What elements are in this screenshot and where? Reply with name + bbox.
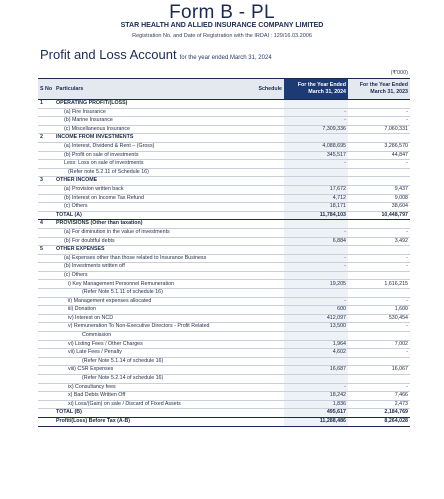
- row-previous-value: [348, 375, 410, 384]
- row-sno: [38, 203, 54, 212]
- row-particulars: INCOME FROM INVESTMENTS: [54, 134, 250, 143]
- row-particulars: (Refer Note 5.1.14 of schedule 16): [54, 357, 250, 366]
- row-schedule: [250, 271, 284, 280]
- row-particulars: iv) Interest on NCD: [54, 314, 250, 323]
- row-particulars: (a) For diminution in the value of investments: [54, 228, 250, 237]
- row-previous-value: 9,437: [348, 185, 410, 194]
- row-current-value: [284, 134, 348, 143]
- row-previous-value: -: [348, 117, 410, 126]
- row-previous-value: 9,008: [348, 194, 410, 203]
- row-previous-value: -: [348, 228, 410, 237]
- table-row: [38, 323, 410, 332]
- row-schedule: [250, 168, 284, 177]
- row-sno: [38, 271, 54, 280]
- table-row: [38, 254, 410, 263]
- row-schedule: [250, 142, 284, 151]
- row-particulars: (b) For doubtful debts: [54, 237, 250, 246]
- row-previous-value: [348, 246, 410, 255]
- row-previous-value: [348, 168, 410, 177]
- table-row: [38, 177, 410, 186]
- row-current-value: [284, 357, 348, 366]
- row-particulars: i) Key Management Personnel Remuneration: [54, 280, 250, 289]
- row-particulars: (c) Others: [54, 203, 250, 212]
- row-current-value: 11,784,103: [284, 211, 348, 220]
- row-current-value: -: [284, 383, 348, 392]
- row-schedule: [250, 400, 284, 409]
- row-sno: [38, 332, 54, 341]
- row-sno: [38, 289, 54, 298]
- row-sno: [38, 254, 54, 263]
- table-row: [38, 194, 410, 203]
- row-current-value: 17,672: [284, 185, 348, 194]
- table-row: [38, 151, 410, 160]
- row-current-value: 7,309,336: [284, 125, 348, 134]
- table-row: [38, 280, 410, 289]
- row-current-value: 345,517: [284, 151, 348, 160]
- row-sno: [38, 375, 54, 384]
- row-current-value: 13,500: [284, 323, 348, 332]
- row-schedule: [250, 117, 284, 126]
- row-previous-value: [348, 100, 410, 109]
- row-particulars: (a) Interest, Dividend & Rent – (Gross): [54, 142, 250, 151]
- row-previous-value: 1,600: [348, 306, 410, 315]
- row-schedule: [250, 357, 284, 366]
- row-sno: [38, 340, 54, 349]
- row-particulars: (b) Profit on sale of investments: [54, 151, 250, 160]
- row-current-value: 412,097: [284, 314, 348, 323]
- row-schedule: [250, 280, 284, 289]
- row-sno: [38, 263, 54, 272]
- row-particulars: Commission: [54, 332, 250, 341]
- row-current-value: 600: [284, 306, 348, 315]
- row-particulars: viii) CSR Expenses: [54, 366, 250, 375]
- row-particulars: TOTAL (B): [54, 409, 250, 418]
- row-current-value: -: [284, 160, 348, 169]
- row-schedule: [250, 409, 284, 418]
- row-particulars: vii) Late Fees / Penalty: [54, 349, 250, 358]
- table-row: [38, 203, 410, 212]
- table-row: [38, 211, 410, 220]
- row-current-value: -: [284, 297, 348, 306]
- table-row: [38, 289, 410, 298]
- row-sno: [38, 314, 54, 323]
- row-schedule: [250, 263, 284, 272]
- row-schedule: [250, 254, 284, 263]
- table-row: [38, 108, 410, 117]
- row-schedule: [250, 297, 284, 306]
- row-sno: [38, 228, 54, 237]
- table-row: [38, 160, 410, 169]
- row-schedule: [250, 151, 284, 160]
- row-current-value: -: [284, 254, 348, 263]
- row-previous-value: [348, 289, 410, 298]
- table-row: [38, 125, 410, 134]
- row-current-value: 1,964: [284, 340, 348, 349]
- registration-info: Registration No. and Date of Registration with the IRDAI : 129/16.03.2006: [132, 33, 312, 39]
- row-previous-value: -: [348, 108, 410, 117]
- row-particulars: (a) Provision written back: [54, 185, 250, 194]
- row-particulars: (a) Expenses other than those related to Insurance Business: [54, 254, 250, 263]
- row-schedule: [250, 323, 284, 332]
- row-current-value: [284, 332, 348, 341]
- row-particulars: OTHER INCOME: [54, 177, 250, 186]
- row-previous-value: 3,286,570: [348, 142, 410, 151]
- table-row: [38, 297, 410, 306]
- table-row: [38, 246, 410, 255]
- row-previous-value: -: [348, 383, 410, 392]
- row-previous-value: 10,448,797: [348, 211, 410, 220]
- row-sno: [38, 237, 54, 246]
- table-row: [38, 117, 410, 126]
- row-previous-value: 1,616,215: [348, 280, 410, 289]
- row-sno: [38, 417, 54, 426]
- row-current-value: [284, 220, 348, 229]
- table-row: [38, 168, 410, 177]
- row-particulars: vi) Listing Fees / Other Charges: [54, 340, 250, 349]
- row-particulars: xi) Loss/(Gain) on sale / Discard of Fixed Assets: [54, 400, 250, 409]
- row-particulars: v) Remuneration To Non-Executive Directors - Profit Related: [54, 323, 250, 332]
- row-schedule: [250, 160, 284, 169]
- row-sno: [38, 194, 54, 203]
- statement-subtitle: for the year ended March 31, 2024: [179, 55, 272, 61]
- row-previous-value: 7,466: [348, 392, 410, 401]
- row-previous-value: 7,002: [348, 340, 410, 349]
- header-schedule: Schedule: [250, 79, 284, 100]
- row-current-value: 18,242: [284, 392, 348, 401]
- row-previous-value: -: [348, 254, 410, 263]
- row-schedule: [250, 100, 284, 109]
- row-current-value: 495,617: [284, 409, 348, 418]
- row-particulars: Profit/(Loss) Before Tax (A-B): [54, 417, 250, 426]
- row-sno: [38, 108, 54, 117]
- row-particulars: iii) Donation: [54, 306, 250, 315]
- row-previous-value: 7,060,331: [348, 125, 410, 134]
- row-sno: 4: [38, 220, 54, 229]
- row-current-value: [284, 289, 348, 298]
- statement-title: [40, 47, 272, 62]
- table-row: [38, 185, 410, 194]
- row-current-value: 1,836: [284, 400, 348, 409]
- row-schedule: [250, 392, 284, 401]
- row-previous-value: [348, 177, 410, 186]
- row-sno: [38, 160, 54, 169]
- row-schedule: [250, 383, 284, 392]
- table-row: [38, 357, 410, 366]
- row-schedule: [250, 194, 284, 203]
- row-particulars: OPERATING PROFIT/(LOSS): [54, 100, 250, 109]
- row-previous-value: 16,067: [348, 366, 410, 375]
- row-sno: [38, 357, 54, 366]
- row-sno: [38, 280, 54, 289]
- row-current-value: -: [284, 108, 348, 117]
- profit-loss-table: [38, 78, 410, 427]
- row-sno: [38, 400, 54, 409]
- row-current-value: 4,712: [284, 194, 348, 203]
- table-row: [38, 366, 410, 375]
- table-row: [38, 400, 410, 409]
- row-sno: [38, 366, 54, 375]
- row-schedule: [250, 340, 284, 349]
- table-row: [38, 100, 410, 109]
- row-schedule: [250, 177, 284, 186]
- form-title: Form B - PL: [169, 2, 275, 23]
- row-schedule: [250, 237, 284, 246]
- row-current-value: 18,171: [284, 203, 348, 212]
- row-current-value: 11,288,486: [284, 417, 348, 426]
- row-sno: [38, 211, 54, 220]
- row-current-value: [284, 271, 348, 280]
- row-schedule: [250, 332, 284, 341]
- table-row: [38, 392, 410, 401]
- row-sno: [38, 142, 54, 151]
- row-particulars: (b) Interest on Income Tax Refund: [54, 194, 250, 203]
- row-previous-value: [348, 220, 410, 229]
- table-row: [38, 271, 410, 280]
- table-row: [38, 332, 410, 341]
- row-schedule: [250, 246, 284, 255]
- row-previous-value: -: [348, 323, 410, 332]
- row-sno: [38, 323, 54, 332]
- header-sno: S No: [38, 79, 54, 100]
- table-row: [38, 409, 410, 418]
- row-schedule: [250, 375, 284, 384]
- row-schedule: [250, 203, 284, 212]
- header-current-year: For the Year Ended March 31, 2024: [284, 79, 348, 100]
- row-previous-value: -: [348, 349, 410, 358]
- row-current-value: -: [284, 263, 348, 272]
- row-current-value: -: [284, 117, 348, 126]
- row-sno: [38, 349, 54, 358]
- row-sno: [38, 168, 54, 177]
- row-previous-value: 2,184,769: [348, 409, 410, 418]
- row-current-value: [284, 100, 348, 109]
- table-row: [38, 383, 410, 392]
- row-sno: [38, 125, 54, 134]
- company-name: STAR HEALTH AND ALLIED INSURANCE COMPANY LIMITED: [120, 22, 324, 29]
- row-previous-value: [348, 332, 410, 341]
- row-particulars: x) Bad Debts Written Off: [54, 392, 250, 401]
- row-current-value: 19,205: [284, 280, 348, 289]
- row-sno: 2: [38, 134, 54, 143]
- row-current-value: 6,884: [284, 237, 348, 246]
- table-header-row: [38, 79, 410, 100]
- row-sno: [38, 383, 54, 392]
- row-previous-value: -: [348, 160, 410, 169]
- row-previous-value: [348, 357, 410, 366]
- row-particulars: ix) Consultancy fees: [54, 383, 250, 392]
- row-previous-value: 3,492: [348, 237, 410, 246]
- row-previous-value: -: [348, 263, 410, 272]
- row-schedule: [250, 134, 284, 143]
- table-row: [38, 228, 410, 237]
- row-particulars: (Refer Note 5.1.11 of schedule 16): [54, 289, 250, 298]
- row-current-value: [284, 375, 348, 384]
- table-row: [38, 306, 410, 315]
- row-schedule: [250, 125, 284, 134]
- row-schedule: [250, 228, 284, 237]
- table-row: [38, 220, 410, 229]
- table-row: [38, 340, 410, 349]
- header-particulars: Particulars: [54, 79, 250, 100]
- unit-label: (₹'000): [390, 70, 408, 76]
- row-particulars: (b) Investments written off: [54, 263, 250, 272]
- row-sno: [38, 151, 54, 160]
- table-row: [38, 263, 410, 272]
- row-schedule: [250, 211, 284, 220]
- row-previous-value: 2,473: [348, 400, 410, 409]
- row-particulars: (Refer Note 5.2.14 of schedule 16): [54, 375, 250, 384]
- table-row: [38, 375, 410, 384]
- row-schedule: [250, 417, 284, 426]
- row-particulars: (a) Fire Insurance: [54, 108, 250, 117]
- row-current-value: [284, 168, 348, 177]
- row-previous-value: 38,604: [348, 203, 410, 212]
- statement-title-text: Profit and Loss Account: [40, 47, 177, 62]
- row-previous-value: [348, 134, 410, 143]
- row-particulars: ii) Management expenses allocated: [54, 297, 250, 306]
- row-current-value: 16,687: [284, 366, 348, 375]
- row-sno: 3: [38, 177, 54, 186]
- row-previous-value: [348, 271, 410, 280]
- table-row: [38, 134, 410, 143]
- row-particulars: Less: Loss on sale of investments: [54, 160, 250, 169]
- table-row: [38, 314, 410, 323]
- row-previous-value: 530,454: [348, 314, 410, 323]
- table-row: [38, 237, 410, 246]
- row-sno: [38, 117, 54, 126]
- row-current-value: 4,088,695: [284, 142, 348, 151]
- row-previous-value: -: [348, 297, 410, 306]
- row-schedule: [250, 306, 284, 315]
- row-current-value: -: [284, 228, 348, 237]
- row-schedule: [250, 349, 284, 358]
- row-schedule: [250, 185, 284, 194]
- row-particulars: (c) Others: [54, 271, 250, 280]
- row-particulars: PROVISIONS (Other than taxation): [54, 220, 250, 229]
- row-schedule: [250, 314, 284, 323]
- row-current-value: 4,602: [284, 349, 348, 358]
- row-particulars: (Refer note 5.2.11 of Schedule 16): [54, 168, 250, 177]
- table-row: [38, 349, 410, 358]
- row-previous-value: 8,264,028: [348, 417, 410, 426]
- row-particulars: (c) Miscellaneous Insurance: [54, 125, 250, 134]
- row-particulars: (b) Marine Insurance: [54, 117, 250, 126]
- row-sno: [38, 392, 54, 401]
- row-sno: [38, 409, 54, 418]
- row-sno: [38, 306, 54, 315]
- row-sno: 1: [38, 100, 54, 109]
- table-row: [38, 142, 410, 151]
- row-schedule: [250, 220, 284, 229]
- header-previous-year: For the Year Ended March 31, 2023: [348, 79, 410, 100]
- row-particulars: TOTAL (A): [54, 211, 250, 220]
- row-schedule: [250, 108, 284, 117]
- row-particulars: OTHER EXPENSES: [54, 246, 250, 255]
- row-sno: [38, 297, 54, 306]
- row-schedule: [250, 289, 284, 298]
- row-sno: 5: [38, 246, 54, 255]
- table-row: [38, 417, 410, 426]
- row-sno: [38, 185, 54, 194]
- row-previous-value: 44,847: [348, 151, 410, 160]
- row-current-value: [284, 246, 348, 255]
- table-body: [38, 100, 410, 427]
- row-schedule: [250, 366, 284, 375]
- row-current-value: [284, 177, 348, 186]
